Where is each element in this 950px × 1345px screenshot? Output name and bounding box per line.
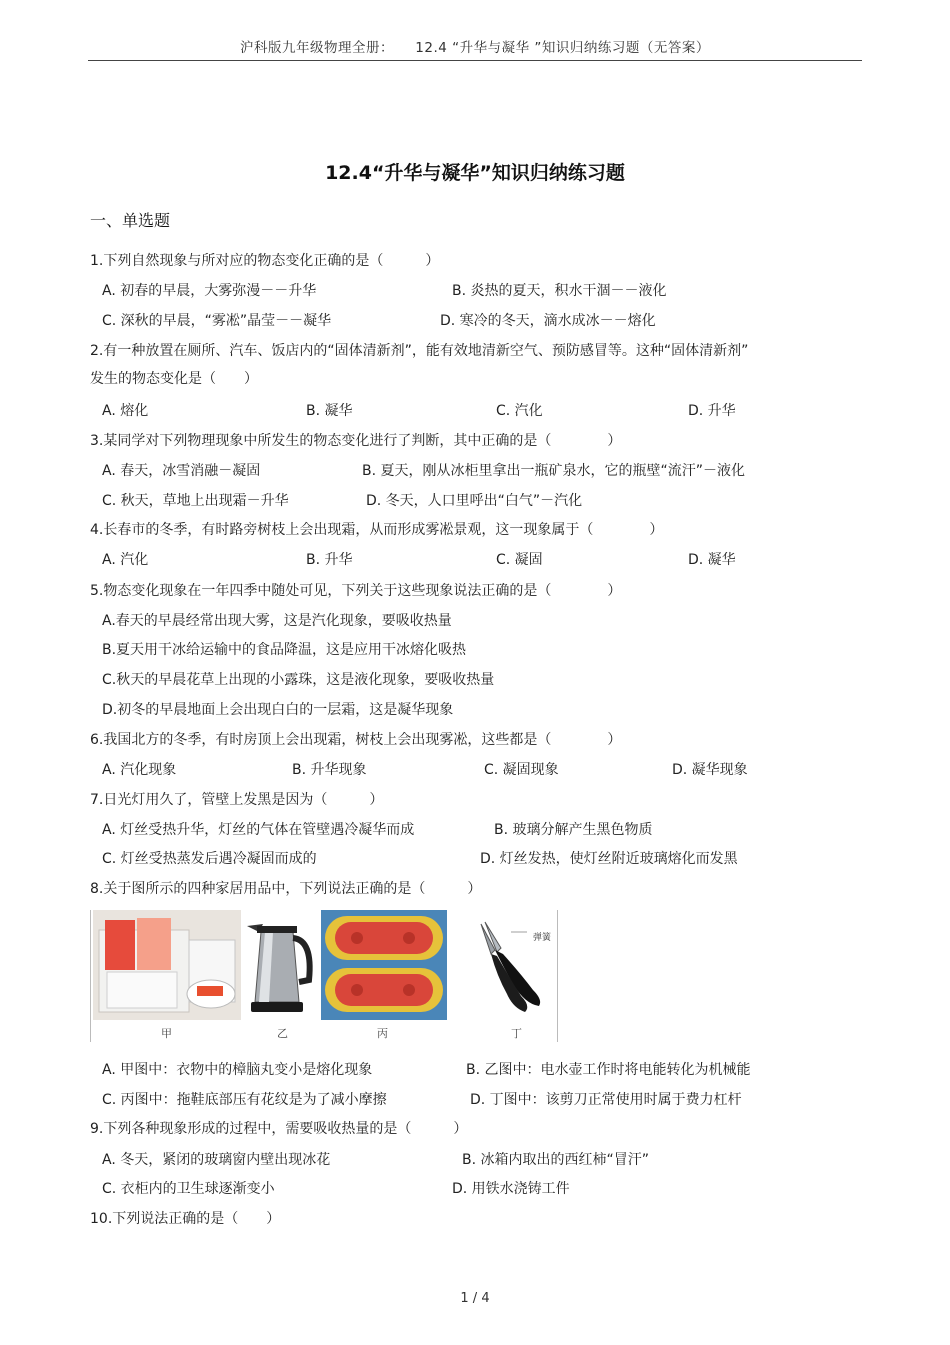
question-8-option-b[interactable]: B. 乙图中：电水壶工作时将电能转化为机械能 <box>466 1062 751 1078</box>
question-8-option-d[interactable]: D. 丁图中：该剪刀正常使用时属于费力杠杆 <box>470 1092 742 1108</box>
question-1-option-a[interactable]: A. 初春的早晨，大雾弥漫－－升华 <box>102 283 317 299</box>
page-number: 1 / 4 <box>460 1291 490 1306</box>
question-9-stem: 9.下列各种现象形成的过程中，需要吸收热量的是（ ） <box>90 1121 468 1137</box>
figure-jia-image <box>93 910 241 1020</box>
question-2-option-c[interactable]: C. 汽化 <box>496 403 543 419</box>
figure-ding-scissors-image <box>451 910 555 1020</box>
document-title: 12.4“升华与凝华”知识归纳练习题 <box>325 162 625 184</box>
question-5-option-a[interactable]: A.春天的早晨经常出现大雾，这是汽化现象，要吸收热量 <box>102 613 452 629</box>
question-7-stem: 7.日光灯用久了，管壁上发黑是因为（ ） <box>90 792 384 808</box>
figure-yi-kettle-image <box>243 910 319 1020</box>
question-7-option-b[interactable]: B. 玻璃分解产生黑色物质 <box>494 822 653 838</box>
question-4-option-b[interactable]: B. 升华 <box>306 552 353 568</box>
question-2-option-b[interactable]: B. 凝华 <box>306 403 353 419</box>
question-4-stem: 4.长春市的冬季，有时路旁树枝上会出现霜，从而形成雾凇景观，这一现象属于（ ） <box>90 522 664 538</box>
question-5-stem: 5.物态变化现象在一年四季中随处可见，下列关于这些现象说法正确的是（ ） <box>90 583 622 599</box>
question-8-option-a[interactable]: A. 甲图中：衣物中的樟脑丸变小是熔化现象 <box>102 1062 373 1078</box>
question-2-stem: 2.有一种放置在厕所、汽车、饭店内的“固体清新剂”，能有效地清新空气、预防感冒等。这种“固体清新剂” <box>90 343 749 359</box>
question-6-option-a[interactable]: A. 汽化现象 <box>102 762 177 778</box>
question-9-option-c[interactable]: C. 衣柜内的卫生球逐渐变小 <box>102 1181 275 1197</box>
page-header: 沪科版九年级物理全册： 12.4 “升华与凝华 ”知识归纳练习题（无答案） <box>240 40 710 56</box>
question-4-option-d[interactable]: D. 凝华 <box>688 552 736 568</box>
question-2-option-d[interactable]: D. 升华 <box>688 403 736 419</box>
question-6-stem: 6.我国北方的冬季，有时房顶上会出现霜，树枝上会出现雾凇，这些都是（ ） <box>90 732 622 748</box>
question-1-option-b[interactable]: B. 炎热的夏天，积水干涸－－液化 <box>452 283 667 299</box>
section-heading: 一、单选题 <box>90 211 171 230</box>
question-1-option-d[interactable]: D. 寒冷的冬天，滴水成冰－－熔化 <box>440 313 656 329</box>
figure-caption-jia: 甲 <box>161 1027 172 1040</box>
question-1-stem: 1.下列自然现象与所对应的物态变化正确的是（ ） <box>90 253 440 269</box>
question-6-option-d[interactable]: D. 凝华现象 <box>672 762 748 778</box>
question-3-option-b[interactable]: B. 夏天，刚从冰柜里拿出一瓶矿泉水，它的瓶壁“流汗”－液化 <box>362 463 746 479</box>
question-8-option-c[interactable]: C. 丙图中：拖鞋底部压有花纹是为了减小摩擦 <box>102 1092 387 1108</box>
question-2-option-a[interactable]: A. 熔化 <box>102 403 149 419</box>
question-7-option-d[interactable]: D. 灯丝发热，使灯丝附近玻璃熔化而发黑 <box>480 851 738 867</box>
question-6-option-c[interactable]: C. 凝固现象 <box>484 762 559 778</box>
figure-caption-yi: 乙 <box>277 1027 288 1040</box>
question-2-stem-line2: 发生的物态变化是（ ） <box>90 371 258 387</box>
question-6-option-b[interactable]: B. 升华现象 <box>292 762 367 778</box>
question-4-option-a[interactable]: A. 汽化 <box>102 552 149 568</box>
figure-spring-label: 弹簧 <box>533 933 552 943</box>
question-5-option-c[interactable]: C.秋天的早晨花草上出现的小露珠，这是液化现象，要吸收热量 <box>102 672 495 688</box>
question-8-stem: 8.关于图所示的四种家居用品中，下列说法正确的是（ ） <box>90 881 482 897</box>
figure-caption-ding: 丁 <box>511 1027 522 1040</box>
question-9-option-a[interactable]: A. 冬天，紧闭的玻璃窗内壁出现冰花 <box>102 1152 331 1168</box>
question-4-option-c[interactable]: C. 凝固 <box>496 552 543 568</box>
question-3-option-a[interactable]: A. 春天，冰雪消融－凝固 <box>102 463 261 479</box>
question-5-option-d[interactable]: D.初冬的早晨地面上会出现白白的一层霜，这是凝华现象 <box>102 702 454 718</box>
figure-bing-slippers-image <box>321 910 447 1020</box>
question-3-stem: 3.某同学对下列物理现象中所发生的物态变化进行了判断，其中正确的是（ ） <box>90 433 622 449</box>
question-3-option-c[interactable]: C. 秋天，草地上出现霜－升华 <box>102 493 289 509</box>
question-7-option-c[interactable]: C. 灯丝受热蒸发后遇冷凝固而成的 <box>102 851 317 867</box>
question-3-option-d[interactable]: D. 冬天，人口里呼出“白气”－汽化 <box>366 493 583 509</box>
figure-caption-bing: 丙 <box>377 1027 388 1040</box>
question-5-option-b[interactable]: B.夏天用干冰给运输中的食品降温，这是应用干冰熔化吸热 <box>102 642 467 658</box>
question-1-option-c[interactable]: C. 深秋的早晨，“雾凇”晶莹－－凝华 <box>102 313 332 329</box>
question-10-stem: 10.下列说法正确的是（ ） <box>90 1211 281 1227</box>
household-items-figure <box>90 910 558 1042</box>
question-9-option-d[interactable]: D. 用铁水浇铸工件 <box>452 1181 570 1197</box>
question-7-option-a[interactable]: A. 灯丝受热升华，灯丝的气体在管壁遇冷凝华而成 <box>102 822 415 838</box>
header-divider <box>88 60 862 61</box>
question-9-option-b[interactable]: B. 冰箱内取出的西红柿“冒汗” <box>462 1152 650 1168</box>
